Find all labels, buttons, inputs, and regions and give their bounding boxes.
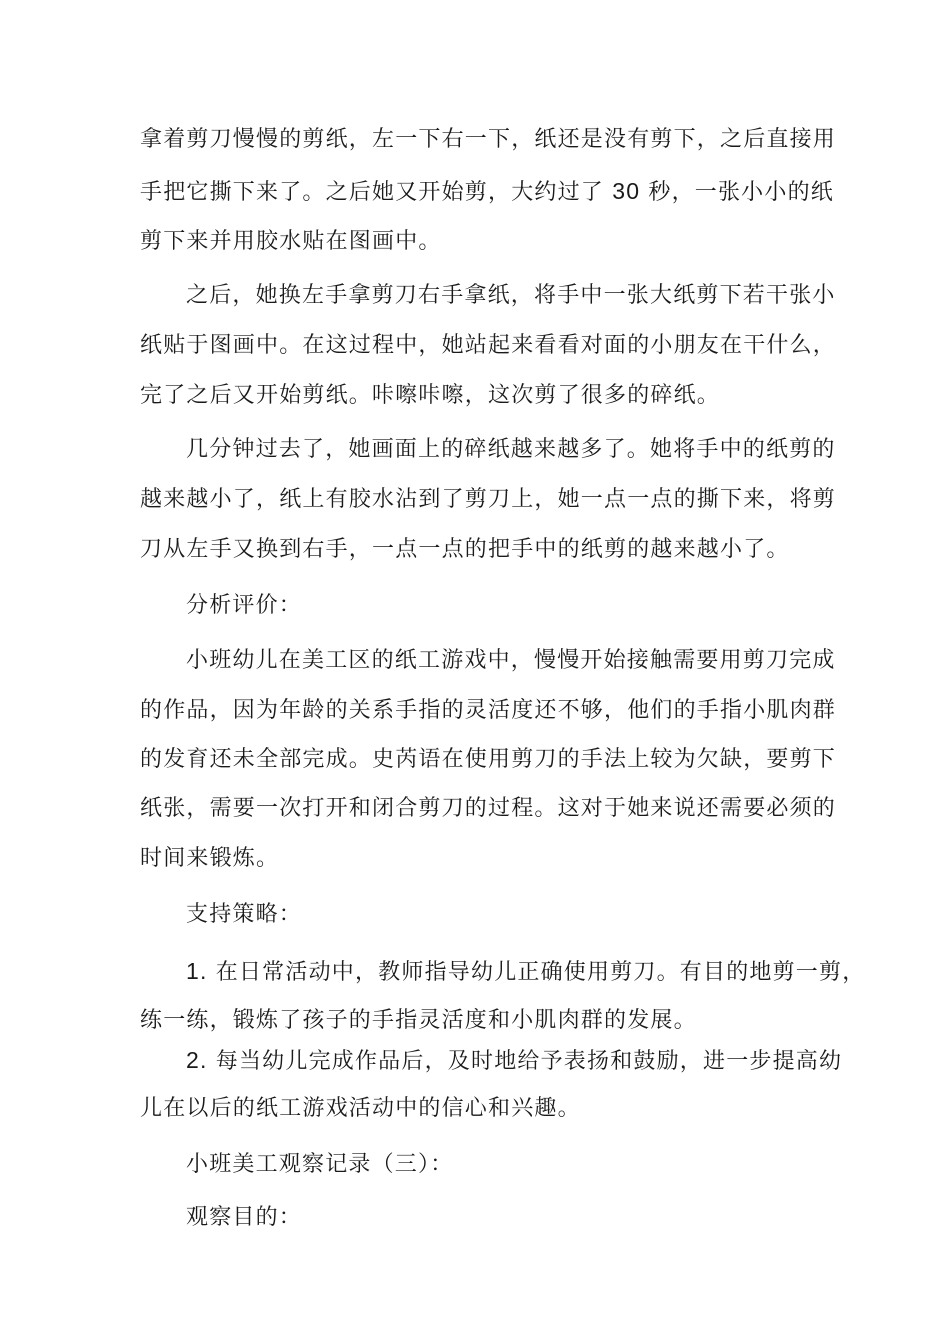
paragraph-line: 纸贴于图画中。在这过程中，她站起来看看对面的小朋友在干什么， [140, 333, 837, 358]
paragraph-line: 剪下来并用胶水贴在图画中。 [140, 229, 442, 254]
section-heading-analysis: 分析评价： [186, 593, 303, 618]
paragraph-line: 儿在以后的纸工游戏活动中的信心和兴趣。 [140, 1096, 581, 1121]
paragraph-line: 的发育还未全部完成。史芮语在使用剪刀的手法上较为欠缺，要剪下 [140, 747, 837, 772]
list-number: 1. [186, 958, 208, 984]
list-item-2 [186, 1046, 843, 1076]
list-text: 在日常活动中，教师指导幼儿正确使用剪刀。有目的地剪一剪， [207, 960, 866, 985]
paragraph-line: 刀从左手又换到右手，一点一点的把手中的纸剪的越来越小了。 [140, 537, 790, 562]
paragraph-line: 拿着剪刀慢慢的剪纸，左一下右一下，纸还是没有剪下，之后直接用 [140, 127, 837, 152]
number-span: 30 [612, 178, 641, 204]
paragraph-line: 小班幼儿在美工区的纸工游戏中，慢慢开始接触需要用剪刀完成 [186, 648, 836, 673]
section-heading-strategy: 支持策略： [186, 902, 303, 927]
paragraph-line: 越来越小了，纸上有胶水沾到了剪刀上，她一点一点的撕下来，将剪 [140, 487, 837, 512]
paragraph-line: 时间来锻炼。 [140, 846, 280, 871]
paragraph-line: 练一练，锻炼了孩子的手指灵活度和小肌肉群的发展。 [140, 1008, 697, 1033]
paragraph-line: 几分钟过去了，她画面上的碎纸越来越多了。她将手中的纸剪的 [186, 437, 836, 462]
list-item-1 [186, 957, 866, 987]
text-span: 秒，一张小小的纸 [640, 180, 834, 205]
list-text: 每当幼儿完成作品后，及时地给予表扬和鼓励，进一步提高幼 [207, 1049, 843, 1074]
section-heading-record: 小班美工观察记录（三）： [186, 1152, 454, 1177]
paragraph-line: 纸张，需要一次打开和闭合剪刀的过程。这对于她来说还需要必须的 [140, 796, 837, 821]
paragraph-line: 的作品，因为年龄的关系手指的灵活度还不够，他们的手指小肌肉群 [140, 698, 837, 723]
paragraph-line: 完了之后又开始剪纸。咔嚓咔嚓，这次剪了很多的碎纸。 [140, 383, 721, 408]
section-heading-purpose: 观察目的： [186, 1205, 303, 1230]
list-number: 2. [186, 1047, 208, 1073]
text-span: 手把它撕下来了。之后她又开始剪，大约过了 [140, 180, 613, 205]
paragraph-line [140, 177, 834, 207]
paragraph-line: 之后，她换左手拿剪刀右手拿纸，将手中一张大纸剪下若干张小 [186, 283, 836, 308]
